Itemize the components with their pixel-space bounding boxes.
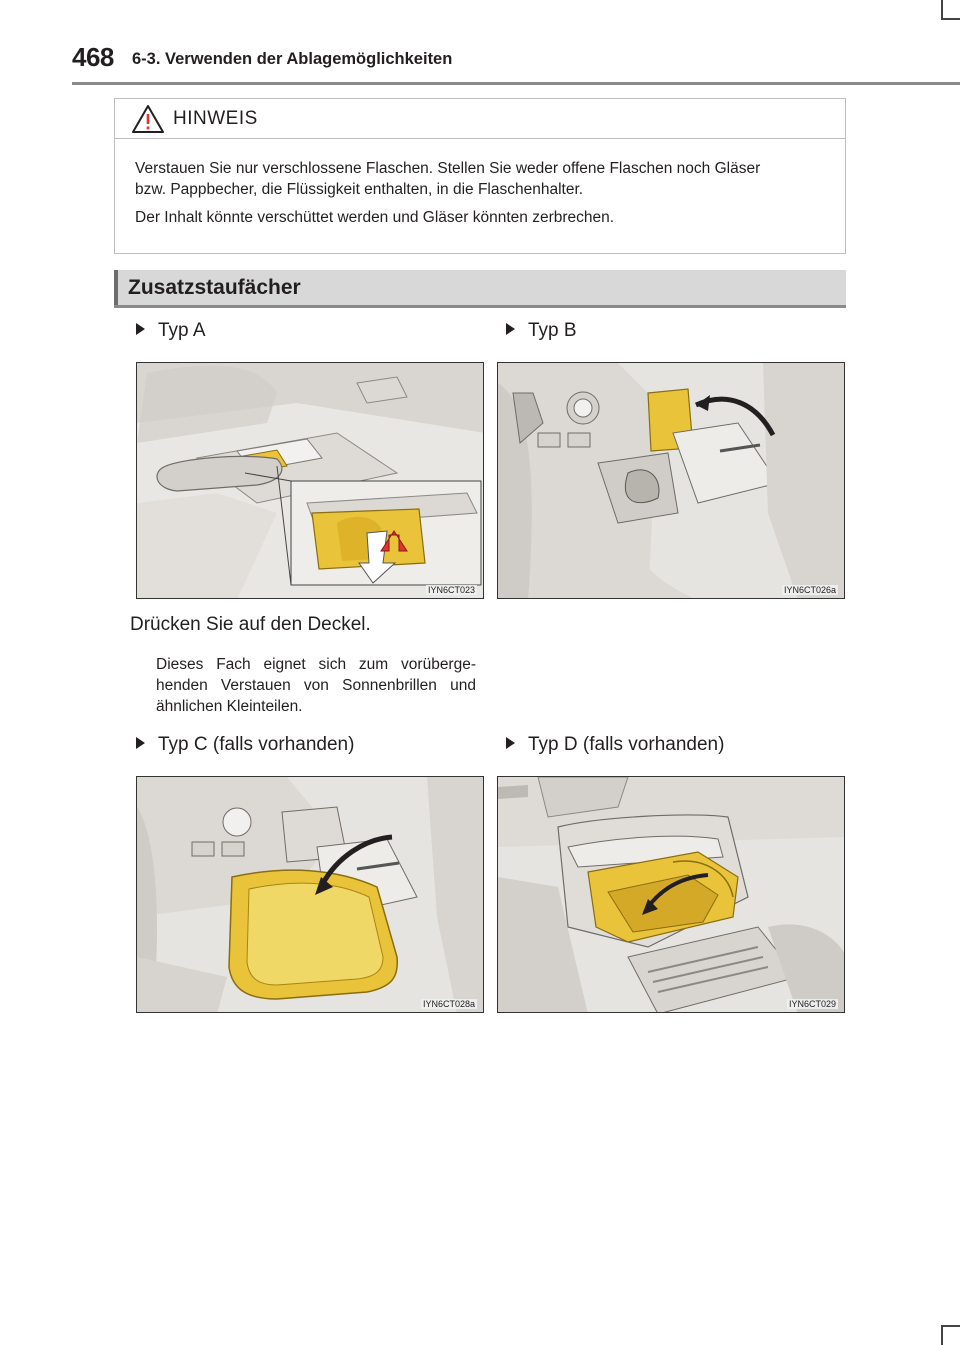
page-number: 468 [72,42,114,72]
section-heading: Zusatzstaufächer [128,276,301,299]
section-title: 6-3. Verwenden der Ablagemöglichkeiten [132,50,453,68]
crop-mark [941,1325,943,1345]
type-b-label: Typ B [506,320,577,342]
notice-header [115,99,845,139]
type-a-description: Dieses Fach eignet sich zum vorüberge-henden Verstauen von Sonnenbrillen und ähnlichen Kleinteilen. [156,656,476,715]
center-console-illustration [498,363,845,599]
figure-type-b [497,362,845,599]
figure-type-c [136,776,484,1013]
figure-code: IYN6CT029 [788,999,836,1009]
crop-mark [941,0,943,20]
dashboard-box-illustration [498,777,845,1013]
notice-line: Verstauen Sie nur verschlossene Flaschen. Stellen Sie weder offene Flaschen noch Gläser [135,160,761,177]
bullet-triangle-icon [506,323,515,335]
notice-title: HINWEIS [173,108,258,129]
bullet-triangle-icon [136,737,145,749]
figure-type-a [136,362,484,599]
notice-line: bzw. Pappbecher, die Flüssigkeit enthalten, in die Flaschenhalter. [135,181,584,198]
figure-code: IYN6CT026a [783,585,836,595]
figure-code: IYN6CT028a [422,999,475,1009]
console-tray-illustration [137,777,484,1013]
section-heading-accent [114,270,118,305]
header-rule [72,82,960,85]
crop-mark [941,18,960,20]
warning-icon [131,104,165,134]
section-heading-bar [114,270,846,308]
figure-type-d [497,776,845,1013]
bullet-triangle-icon [506,737,515,749]
type-d-label: Typ D (falls vorhanden) [506,734,724,756]
type-c-label: Typ C (falls vorhanden) [136,734,354,756]
crop-mark [941,1325,960,1327]
notice-line: Der Inhalt könnte verschüttet werden und Gläser könnten zerbrechen. [135,209,615,226]
figure-code: IYN6CT023 [427,585,475,595]
overhead-console-illustration [137,363,484,599]
notice-box [114,98,846,254]
type-a-caption: Drücken Sie auf den Deckel. [130,614,371,635]
type-a-label: Typ A [136,320,206,342]
bullet-triangle-icon [136,323,145,335]
